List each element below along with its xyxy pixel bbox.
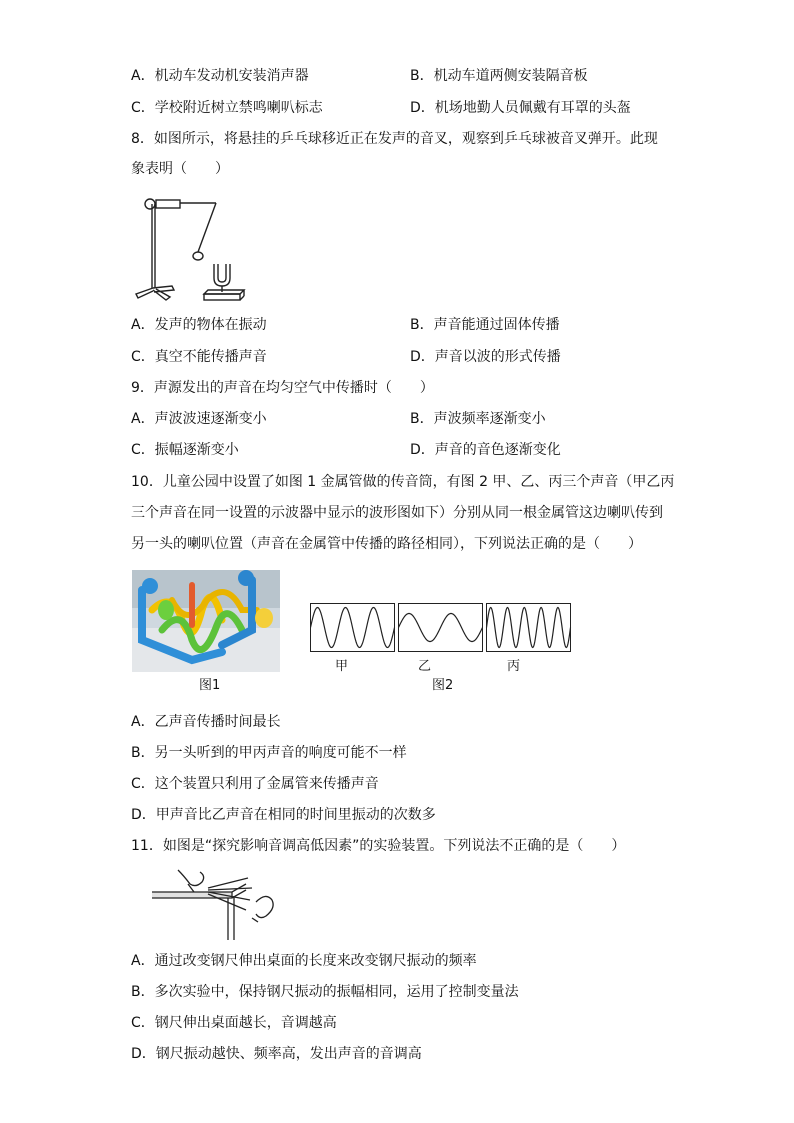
q7-option-b: B．机动车道两侧安装隔音板 xyxy=(410,68,588,84)
wave-label-yi: 乙 xyxy=(418,659,432,674)
q11-option-a: A．通过改变钢尺伸出桌面的长度来改变钢尺振动的频率 xyxy=(131,953,477,969)
q8-stem-line2: 象表明（ ） xyxy=(131,161,229,177)
q10-option-c: C．这个装置只利用了金属管来传播声音 xyxy=(131,776,379,792)
q11-option-d: D．钢尺振动越快、频率高，发出声音的音调高 xyxy=(131,1046,422,1062)
waveform-jia xyxy=(311,608,395,648)
q7-option-d: D．机场地勤人员佩戴有耳罩的头盔 xyxy=(410,100,631,116)
q9-option-a: A．声波波速逐渐变小 xyxy=(131,411,267,427)
q8-option-a: A．发声的物体在振动 xyxy=(131,317,267,333)
q8-option-b: B．声音能通过固体传播 xyxy=(410,317,560,333)
pipe-phone-photo xyxy=(132,570,280,672)
q11-stem: 11．如图是“探究影响音调高低因素”的实验装置。下列说法不正确的是（ ） xyxy=(131,838,626,854)
q10-stem-line3: 另一头的喇叭位置（声音在金属管中传播的路径相同），下列说法正确的是（ ） xyxy=(131,536,642,552)
q9-stem: 9．声源发出的声音在均匀空气中传播时（ ） xyxy=(131,380,434,396)
waveforms-figure xyxy=(310,603,572,653)
q10-option-b: B．另一头听到的甲丙声音的响度可能不一样 xyxy=(131,745,407,761)
q10-stem-line1: 10．儿童公园中设置了如图 1 金属管做的传音筒，有图 2 甲、乙、丙三个声音（甲乙丙 xyxy=(131,474,675,490)
q11-option-c: C．钢尺伸出桌面越长，音调越高 xyxy=(131,1015,337,1031)
q10-stem-line2: 三个声音在同一设置的示波器中显示的波形图如下）分别从同一根金属管这边喇叭传到 xyxy=(131,505,663,521)
figure-1-caption: 图1 xyxy=(199,678,221,693)
q9-option-d: D．声音的音色逐渐变化 xyxy=(410,442,561,458)
q8-stem-line1: 8．如图所示，将悬挂的乒乓球移近正在发声的音叉，观察到乒乓球被音叉弹开。此现 xyxy=(131,131,658,147)
q10-option-a: A．乙声音传播时间最长 xyxy=(131,714,281,730)
q11-option-b: B．多次实验中，保持钢尺振动的振幅相同，运用了控制变量法 xyxy=(131,984,519,1000)
figure-2-caption: 图2 xyxy=(432,678,454,693)
q7-option-c: C．学校附近树立禁鸣喇叭标志 xyxy=(131,100,323,116)
q7-option-a: A．机动车发动机安装消声器 xyxy=(131,68,309,84)
q9-option-b: B．声波频率逐渐变小 xyxy=(410,411,546,427)
q9-option-c: C．振幅逐渐变小 xyxy=(131,442,239,458)
q8-option-c: C．真空不能传播声音 xyxy=(131,349,267,365)
waveform-yi xyxy=(399,614,483,642)
ruler-on-table-figure xyxy=(148,866,288,942)
q10-option-d: D．甲声音比乙声音在相同的时间里振动的次数多 xyxy=(131,807,436,823)
wave-label-jia: 甲 xyxy=(335,659,349,674)
q8-option-d: D．声音以波的形式传播 xyxy=(410,349,561,365)
wave-label-bing: 丙 xyxy=(507,659,521,674)
tuning-fork-ball-figure xyxy=(130,190,250,306)
waveform-bing xyxy=(487,608,571,648)
